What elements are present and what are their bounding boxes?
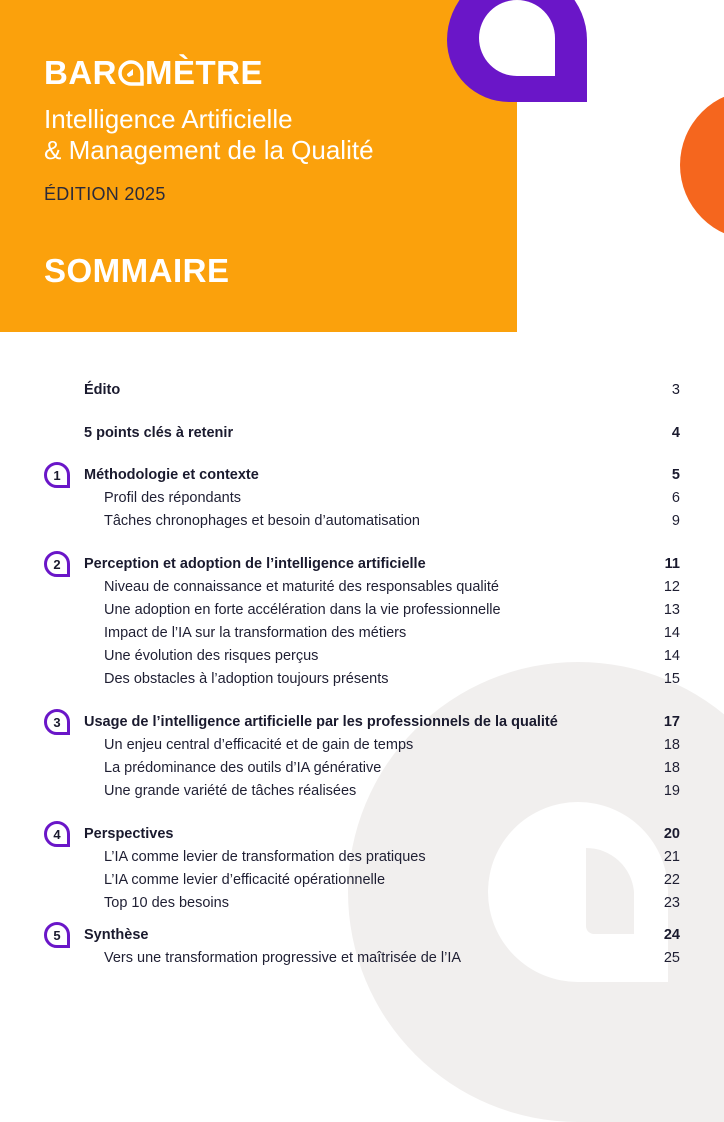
toc-entry-edito[interactable] bbox=[84, 380, 680, 400]
toc-item-label: La prédominance des outils d’IA générative bbox=[104, 760, 382, 776]
toc-item[interactable] bbox=[104, 948, 680, 968]
section-4-badge bbox=[44, 821, 70, 847]
toc-section-1[interactable] bbox=[84, 465, 680, 485]
section-1-badge bbox=[44, 462, 70, 488]
section-number: 2 bbox=[53, 556, 61, 572]
brand-text-right: MÈTRE bbox=[145, 54, 263, 91]
toc-item-page: 19 bbox=[663, 783, 680, 799]
toc-item-label: Top 10 des besoins bbox=[104, 895, 229, 911]
toc-section-page: 20 bbox=[663, 826, 680, 842]
brand-text-left: BAR bbox=[44, 54, 117, 91]
toc-item-page: 14 bbox=[663, 648, 680, 664]
section-3-badge bbox=[44, 709, 70, 735]
toc-section-5[interactable] bbox=[84, 925, 680, 945]
toc-item[interactable] bbox=[104, 488, 680, 508]
toc-item[interactable] bbox=[104, 870, 680, 890]
brand-logo bbox=[44, 56, 263, 89]
toc-section-page: 24 bbox=[663, 927, 680, 943]
toc-item-label: Une évolution des risques perçus bbox=[104, 648, 319, 664]
toc-item[interactable] bbox=[104, 600, 680, 620]
section-number: 5 bbox=[53, 927, 61, 943]
subtitle-line-1: Intelligence Artificielle bbox=[44, 104, 293, 134]
decorative-circle bbox=[680, 90, 724, 240]
section-number: 3 bbox=[53, 714, 61, 730]
toc-item-page: 12 bbox=[663, 579, 680, 595]
section-5-badge bbox=[44, 922, 70, 948]
toc-item-page: 21 bbox=[663, 849, 680, 865]
toc-entry-page: 4 bbox=[671, 425, 680, 441]
section-number: 1 bbox=[53, 467, 61, 483]
toc-section-page: 17 bbox=[663, 714, 680, 730]
toc-item-label: Une grande variété de tâches réalisées bbox=[104, 783, 357, 799]
toc-item-label: Une adoption en forte accélération dans la vie professionnelle bbox=[104, 602, 501, 618]
toc-item-label: Un enjeu central d’efficacité et de gain de temps bbox=[104, 737, 414, 753]
toc-section-2[interactable] bbox=[84, 554, 680, 574]
toc-item-label: Vers une transformation progressive et maîtrisée de l’IA bbox=[104, 950, 462, 966]
toc-section-label: Perception et adoption de l’intelligence artificielle bbox=[84, 556, 426, 572]
toc-item[interactable] bbox=[104, 847, 680, 867]
toc-item[interactable] bbox=[104, 735, 680, 755]
edition-label: ÉDITION 2025 bbox=[44, 184, 166, 204]
toc-item[interactable] bbox=[104, 623, 680, 643]
toc-item-page: 13 bbox=[663, 602, 680, 618]
toc-section-label: Méthodologie et contexte bbox=[84, 467, 259, 483]
purple-drop-shape bbox=[447, 0, 587, 102]
toc-section-label: Usage de l’intelligence artificielle par les professionnels de la qualité bbox=[84, 714, 558, 730]
toc-item-page: 6 bbox=[671, 490, 680, 506]
toc-section-page: 5 bbox=[671, 467, 680, 483]
brand-o-drop-icon bbox=[118, 60, 144, 86]
toc-section-4[interactable] bbox=[84, 824, 680, 844]
toc-item-page: 14 bbox=[663, 625, 680, 641]
toc-section-page: 11 bbox=[664, 556, 680, 572]
page-title: SOMMAIRE bbox=[44, 252, 230, 289]
section-2-badge bbox=[44, 551, 70, 577]
toc-section-3[interactable] bbox=[84, 712, 680, 732]
toc-item[interactable] bbox=[104, 669, 680, 689]
toc-entry-label: Édito bbox=[84, 382, 121, 398]
toc-item-page: 18 bbox=[663, 737, 680, 753]
toc-item-label: Impact de l’IA sur la transformation des métiers bbox=[104, 625, 407, 641]
toc-item-label: Niveau de connaissance et maturité des responsables qualité bbox=[104, 579, 499, 595]
toc-item-label: L’IA comme levier de transformation des pratiques bbox=[104, 849, 426, 865]
report-subtitle bbox=[44, 104, 374, 166]
toc-item-label: Tâches chronophages et besoin d’automatisation bbox=[104, 513, 420, 529]
toc-item-page: 23 bbox=[663, 895, 680, 911]
subtitle-line-2: & Management de la Qualité bbox=[44, 135, 374, 165]
toc-item-page: 22 bbox=[663, 872, 680, 888]
toc-entry-page: 3 bbox=[671, 382, 680, 398]
toc-item[interactable] bbox=[104, 646, 680, 666]
toc-item-page: 25 bbox=[663, 950, 680, 966]
toc-item-page: 9 bbox=[671, 513, 680, 529]
section-number: 4 bbox=[53, 826, 61, 842]
toc-entry-label: 5 points clés à retenir bbox=[84, 425, 234, 441]
toc-item-page: 18 bbox=[663, 760, 680, 776]
toc-item[interactable] bbox=[104, 893, 680, 913]
toc-item-label: L’IA comme levier d’efficacité opérationnelle bbox=[104, 872, 386, 888]
toc-item[interactable] bbox=[104, 577, 680, 597]
toc-item-label: Profil des répondants bbox=[104, 490, 242, 506]
toc-item[interactable] bbox=[104, 511, 680, 531]
toc-section-label: Perspectives bbox=[84, 826, 174, 842]
toc-item[interactable] bbox=[104, 781, 680, 801]
toc-section-label: Synthèse bbox=[84, 927, 149, 943]
toc-item[interactable] bbox=[104, 758, 680, 778]
toc-item-page: 15 bbox=[663, 671, 680, 687]
toc-entry-key-points[interactable] bbox=[84, 423, 680, 443]
toc-item-label: Des obstacles à l’adoption toujours présents bbox=[104, 671, 389, 687]
